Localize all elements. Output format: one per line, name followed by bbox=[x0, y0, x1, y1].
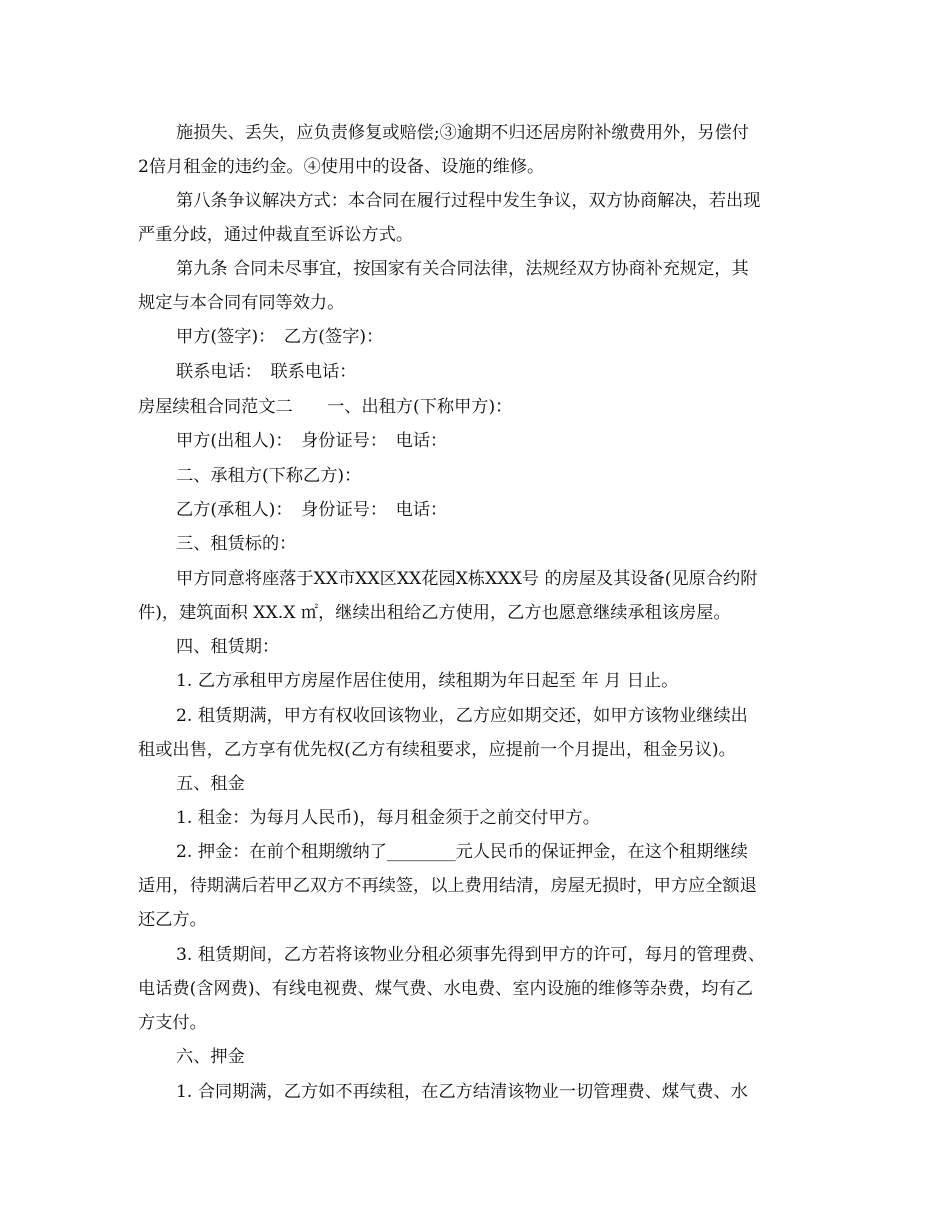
section-lessee-heading bbox=[138, 459, 828, 493]
text-line: 房屋续租合同范文二 一、出租方(下称甲方)： bbox=[138, 397, 513, 417]
text-line: 甲方(签字)： 乙方(签字)： bbox=[176, 327, 384, 347]
paragraph-lease-term-1 bbox=[138, 664, 828, 698]
text-line: 第八条争议解决方式：本合同在履行过程中发生争议，双方协商解决，若出现 bbox=[176, 191, 761, 211]
paragraph-deposit-1 bbox=[138, 1075, 828, 1109]
text-line: 三、租赁标的： bbox=[176, 534, 297, 554]
paragraph-article-9 bbox=[138, 252, 828, 320]
text-line: 租或出售，乙方享有优先权(乙方有续租要求，应提前一个月提出，租金另议)。 bbox=[138, 740, 736, 760]
text-line: 1. 合同期满，乙方如不再续租，在乙方结清该物业一切管理费、煤气费、水 bbox=[176, 1082, 748, 1102]
lessor-info-line bbox=[138, 424, 828, 458]
paragraph-rent-1 bbox=[138, 801, 828, 835]
template-two-heading bbox=[138, 390, 828, 424]
text-line: 2. 押金：在前个租期缴纳了________元人民币的保证押金，在这个租期继续 bbox=[176, 842, 748, 862]
text-line: 适用，待期满后若甲乙双方不再续签，以上费用结清，房屋无损时，甲方应全额退 bbox=[138, 876, 757, 896]
section-rent-heading bbox=[138, 767, 828, 801]
paragraph-rent-2-deposit bbox=[138, 835, 828, 937]
text-line: 甲方(出租人)： 身份证号： 电话： bbox=[176, 431, 448, 451]
paragraph-lease-term-2 bbox=[138, 699, 828, 767]
text-line: 施损失、丢失，应负责修复或赔偿;③逾期不归还居房附补缴费用外，另偿付 bbox=[176, 123, 749, 143]
text-line: 六、押金 bbox=[176, 1047, 245, 1067]
text-line: 3. 租赁期间，乙方若将该物业分租必须事先得到甲方的许可，每月的管理费、 bbox=[176, 945, 766, 965]
paragraph-damage-liability bbox=[138, 116, 828, 184]
text-line: 电话费(含网费)、有线电视费、煤气费、水电费、室内设施的维修等杂费，均有乙 bbox=[138, 979, 753, 999]
signature-line bbox=[138, 320, 828, 354]
text-line: 二、承租方(下称乙方)： bbox=[176, 466, 362, 486]
contact-phone-line bbox=[138, 355, 828, 389]
text-line: 1. 乙方承租甲方房屋作居住使用，续租期为年日起至 年 月 日止。 bbox=[176, 671, 679, 691]
paragraph-article-8 bbox=[138, 184, 828, 252]
text-line: 四、租赁期： bbox=[176, 637, 280, 657]
text-line: 2. 租赁期满，甲方有权收回该物业，乙方应如期交还，如甲方该物业继续出 bbox=[176, 706, 748, 726]
text-line: 规定与本合同有同等效力。 bbox=[138, 293, 345, 313]
text-line: 联系电话： 联系电话： bbox=[176, 362, 357, 382]
text-line: 件)，建筑面积 XX.X ㎡，继续出租给乙方使用，乙方也愿意继续承租该房屋。 bbox=[138, 603, 731, 623]
section-lease-object-heading bbox=[138, 527, 828, 561]
text-line: 1. 租金：为每月人民币)，每月租金须于之前交付甲方。 bbox=[176, 808, 600, 828]
text-line: 甲方同意将座落于XX市XX区XX花园X栋XXX号 的房屋及其设备(见原合约附 bbox=[176, 569, 758, 589]
text-line: 还乙方。 bbox=[138, 910, 207, 930]
text-line: 五、租金 bbox=[176, 774, 245, 794]
text-line: 第九条 合同未尽事宜，按国家有关合同法律，法规经双方协商补充规定，其 bbox=[176, 259, 749, 279]
paragraph-rent-3-fees bbox=[138, 938, 828, 1040]
text-line: 乙方(承租人)： 身份证号： 电话： bbox=[176, 500, 448, 520]
lessee-info-line bbox=[138, 493, 828, 527]
text-line: 方支付。 bbox=[138, 1013, 207, 1033]
text-line: 2倍月租金的违约金。④使用中的设备、设施的维修。 bbox=[138, 157, 545, 177]
paragraph-lease-object bbox=[138, 562, 828, 630]
section-deposit-heading bbox=[138, 1040, 828, 1074]
text-line: 严重分歧，通过仲裁直至诉讼方式。 bbox=[138, 225, 414, 245]
section-lease-term-heading bbox=[138, 630, 828, 664]
